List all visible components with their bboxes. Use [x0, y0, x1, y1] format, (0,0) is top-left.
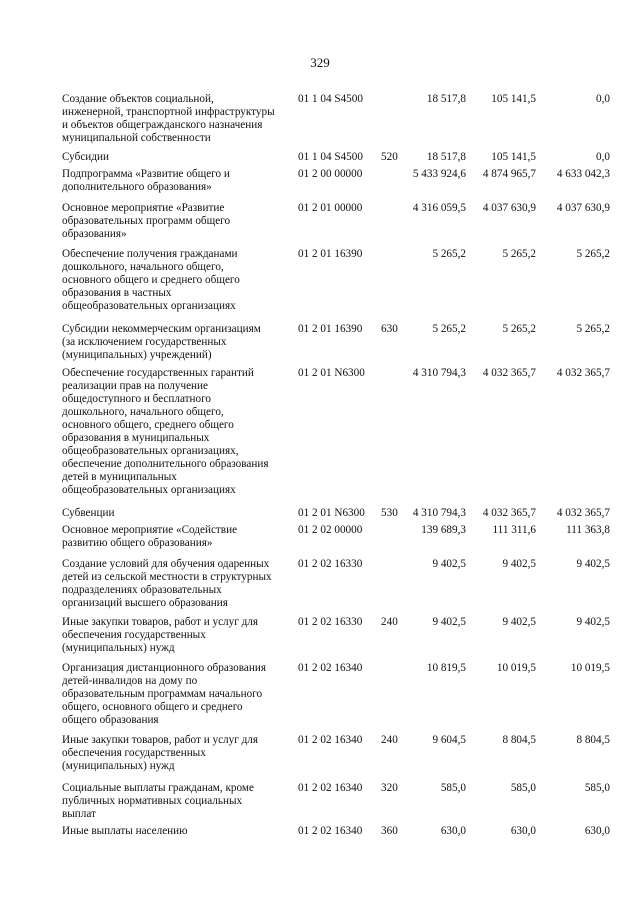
row-name-line: Подпрограмма «Развитие общего и — [62, 168, 230, 180]
row-name-line: обеспечения государственных — [62, 747, 206, 759]
row-value-2: 4 874 965,7 — [482, 168, 536, 180]
row-value-3: 585,0 — [584, 782, 610, 794]
row-value-3: 0,0 — [596, 93, 610, 105]
row-code: 01 2 02 16340 — [298, 825, 363, 837]
row-value-2: 9 402,5 — [502, 616, 536, 628]
row-name-line: Создание условий для обучения одаренных — [62, 558, 270, 570]
row-name-line: Обеспечение получения гражданами — [62, 248, 238, 260]
row-value-1: 9 402,5 — [432, 558, 466, 570]
row-expense-type: 360 — [381, 825, 398, 837]
row-name-line: Социальные выплаты гражданам, кроме — [62, 782, 254, 794]
row-value-2: 585,0 — [510, 782, 536, 794]
row-name-line: Иные закупки товаров, работ и услуг для — [62, 616, 259, 628]
row-name-line: Иные выплаты населению — [62, 825, 188, 837]
row-name — [62, 248, 294, 313]
row-value-3: 8 804,5 — [576, 734, 610, 746]
row-code: 01 1 04 S4500 — [298, 151, 363, 163]
row-name-line: Основное мероприятие «Развитие — [62, 202, 225, 214]
row-code: 01 2 02 16330 — [298, 558, 363, 570]
row-name-line: муниципальной собственности — [62, 132, 211, 144]
row-value-1: 10 819,5 — [426, 662, 466, 674]
row-name-line: Организация дистанционного образования — [62, 662, 266, 674]
row-value-1: 9 402,5 — [432, 616, 466, 628]
row-name-line: образования в муниципальных — [62, 432, 210, 444]
row-code: 01 2 02 16340 — [298, 662, 363, 674]
row-value-1: 630,0 — [440, 825, 466, 837]
row-name-line: Субвенции — [62, 507, 115, 519]
row-expense-type: 240 — [381, 734, 398, 746]
row-value-2: 9 402,5 — [502, 558, 536, 570]
row-name — [62, 734, 294, 773]
row-expense-type: 630 — [381, 323, 398, 335]
row-name-line: основного общего, среднего общего — [62, 419, 234, 431]
row-name — [62, 323, 294, 362]
row-name — [62, 782, 294, 821]
row-code: 01 2 02 16340 — [298, 734, 363, 746]
row-value-2: 4 032 365,7 — [482, 507, 536, 519]
row-name-line: Обеспечение государственных гарантий — [62, 367, 254, 379]
row-code: 01 2 01 00000 — [298, 202, 363, 214]
row-name-line: дошкольного, начального общего, — [62, 406, 224, 418]
row-name — [62, 558, 294, 610]
row-value-2: 4 032 365,7 — [482, 367, 536, 379]
row-name — [62, 507, 294, 520]
row-name-line: обеспечение дополнительного образования — [62, 458, 269, 470]
row-value-3: 9 402,5 — [576, 558, 610, 570]
row-value-2: 5 265,2 — [502, 323, 536, 335]
row-name-line: Субсидии — [62, 151, 109, 163]
row-value-3: 630,0 — [584, 825, 610, 837]
row-value-3: 9 402,5 — [576, 616, 610, 628]
row-value-2: 105 141,5 — [491, 93, 536, 105]
row-code: 01 2 02 16330 — [298, 616, 363, 628]
row-code: 01 2 00 00000 — [298, 168, 363, 180]
row-value-3: 4 032 365,7 — [556, 367, 610, 379]
row-value-1: 18 517,8 — [426, 151, 466, 163]
row-name-line: Субсидии некоммерческим организациям — [62, 323, 261, 335]
row-value-3: 10 019,5 — [570, 662, 610, 674]
row-code: 01 1 04 S4500 — [298, 93, 363, 105]
row-value-1: 5 265,2 — [432, 248, 466, 260]
row-name — [62, 825, 294, 838]
row-value-3: 4 032 365,7 — [556, 507, 610, 519]
row-name-line: детей-инвалидов на дому по — [62, 675, 198, 687]
row-value-1: 18 517,8 — [426, 93, 466, 105]
row-name-line: инженерной, транспортной инфраструктуры — [62, 106, 275, 118]
row-value-2: 630,0 — [510, 825, 536, 837]
row-value-3: 111 363,8 — [566, 524, 610, 536]
row-name-line: подразделениях образовательных — [62, 584, 222, 596]
page-number: 329 — [310, 55, 330, 70]
row-name-line: образования в частных — [62, 287, 172, 299]
row-name — [62, 367, 294, 497]
row-code: 01 2 01 16390 — [298, 248, 363, 260]
row-value-1: 4 310 794,3 — [412, 367, 466, 379]
row-name-line: (муниципальных) нужд — [62, 760, 175, 772]
row-value-2: 4 037 630,9 — [482, 202, 536, 214]
row-code: 01 2 02 16340 — [298, 782, 363, 794]
row-name-line: детей в муниципальных — [62, 471, 177, 483]
row-code: 01 2 02 00000 — [298, 524, 363, 536]
row-value-3: 4 633 042,3 — [556, 168, 610, 180]
row-name-line: общеобразовательных организациях — [62, 484, 236, 496]
row-value-1: 5 265,2 — [432, 323, 466, 335]
row-name — [62, 151, 294, 164]
row-value-1: 139 689,3 — [421, 524, 466, 536]
row-name-line: (за исключением государственных — [62, 336, 227, 348]
row-name-line: детей из сельской местности в структурных — [62, 571, 272, 583]
row-value-3: 4 037 630,9 — [556, 202, 610, 214]
row-name — [62, 616, 294, 655]
row-name-line: образовательных программ общего — [62, 215, 231, 227]
row-name — [62, 168, 294, 194]
row-name-line: (муниципальных) нужд — [62, 642, 175, 654]
row-name-line: дополнительного образования» — [62, 181, 212, 193]
row-name-line: основного общего и среднего общего — [62, 274, 240, 286]
row-name-line: Основное мероприятие «Содействие — [62, 524, 238, 536]
row-name — [62, 202, 294, 241]
row-name-line: выплат — [62, 808, 96, 820]
row-expense-type: 520 — [381, 151, 398, 163]
row-value-1: 9 604,5 — [432, 734, 466, 746]
row-name-line: образования» — [62, 228, 127, 240]
row-name-line: общего, основного общего и среднего — [62, 701, 243, 713]
row-name-line: организаций высшего образования — [62, 597, 228, 609]
row-value-3: 5 265,2 — [576, 323, 610, 335]
row-name-line: и объектов общегражданского назначения — [62, 119, 263, 131]
row-value-2: 105 141,5 — [491, 151, 536, 163]
row-code: 01 2 01 16390 — [298, 323, 363, 335]
row-name — [62, 93, 294, 145]
row-value-3: 5 265,2 — [576, 248, 610, 260]
row-value-1: 4 316 059,5 — [412, 202, 466, 214]
row-name-line: общего образования — [62, 714, 159, 726]
row-name-line: развитию общего образования» — [62, 537, 213, 549]
row-name — [62, 662, 294, 727]
row-expense-type: 240 — [381, 616, 398, 628]
row-code: 01 2 01 N6300 — [298, 367, 365, 379]
row-expense-type: 320 — [381, 782, 398, 794]
row-name — [62, 524, 294, 550]
row-code: 01 2 01 N6300 — [298, 507, 365, 519]
row-expense-type: 530 — [381, 507, 398, 519]
row-value-2: 8 804,5 — [502, 734, 536, 746]
row-name-line: (муниципальных) учреждений) — [62, 349, 212, 361]
row-value-1: 5 433 924,6 — [412, 168, 466, 180]
row-name-line: обеспечения государственных — [62, 629, 206, 641]
row-name-line: общедоступного и бесплатного — [62, 393, 212, 405]
row-value-1: 585,0 — [440, 782, 466, 794]
row-name-line: Иные закупки товаров, работ и услуг для — [62, 734, 259, 746]
row-name-line: Создание объектов социальной, — [62, 93, 214, 105]
row-value-3: 0,0 — [596, 151, 610, 163]
row-name-line: общеобразовательных организациях — [62, 300, 236, 312]
row-value-2: 111 311,6 — [492, 524, 536, 536]
row-name-line: общеобразовательных организациях, — [62, 445, 239, 457]
row-name-line: дошкольного, начального общего, — [62, 261, 224, 273]
row-name-line: реализации прав на получение — [62, 380, 208, 392]
row-value-2: 10 019,5 — [496, 662, 536, 674]
row-value-1: 4 310 794,3 — [412, 507, 466, 519]
row-name-line: образовательным программам начального — [62, 688, 263, 700]
row-name-line: публичных нормативных социальных — [62, 795, 243, 807]
row-value-2: 5 265,2 — [502, 248, 536, 260]
